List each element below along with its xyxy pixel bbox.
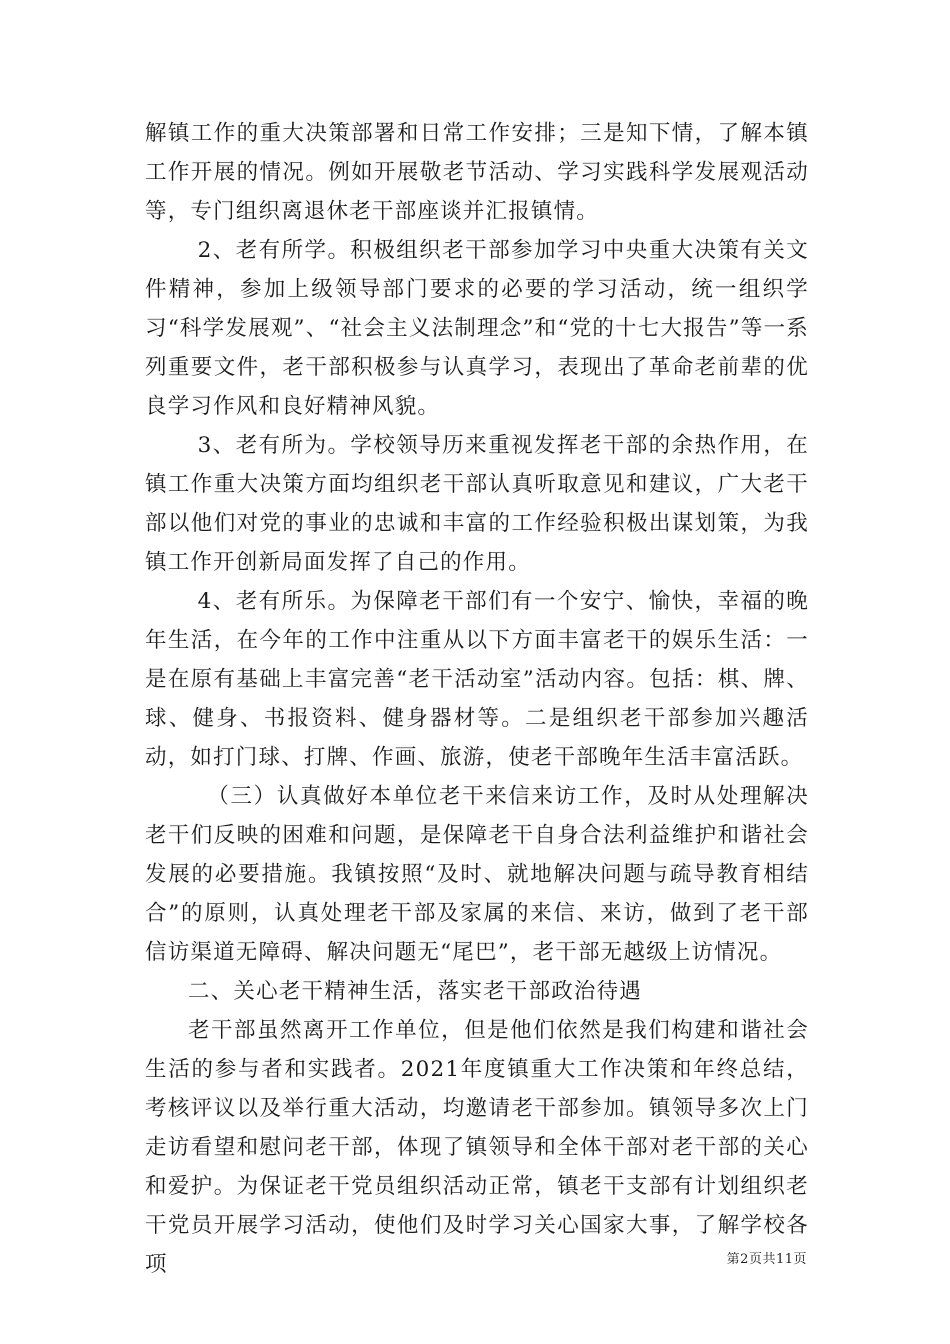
- paragraph-1: 解镇工作的重大决策部署和日常工作安排；三是知下情，了解本镇工作开展的情况。例如开展敬老节活动、学习实践科学发展观活动等，专门组织离退休老干部座谈并汇报镇情。: [145, 121, 809, 224]
- section-heading: 二、关心老干精神生活，落实老干部政治待遇: [188, 979, 643, 1004]
- document-body: [145, 114, 809, 1284]
- paragraph-5: （三）认真做好本单位老干来信来访工作，及时从处理解决老干们反映的困难和问题，是保障老干自身合法利益维护和谐社会发展的必要措施。我镇按照“及时、就地解决问题与疏导教育相结合”的原则，认真处理老干部及家属的来信、来访，做到了老干部信访渠道无障碍、解决问题无“尾巴”，老干部无越级上访情况。: [145, 784, 809, 965]
- page-number: 第2页共11页: [726, 1252, 807, 1267]
- paragraph-2: 2、老有所学。积极组织老干部参加学习中央重大决策有关文件精神，参加上级领导部门要求的必要的学习活动，统一组织学习“科学发展观”、“社会主义法制理念”和“党的十七大报告”等一系列重要文件，老干部积极参与认真学习，表现出了革命老前辈的优良学习作风和良好精神风貌。: [145, 238, 809, 419]
- paragraph-6: 老干部虽然离开工作单位，但是他们依然是我们构建和谐社会生活的参与者和实践者。2021年度镇重大工作决策和年终总结，考核评议以及举行重大活动，均邀请老干部参加。镇领导多次上门走访看望和慰问老干部，体现了镇领导和全体干部对老干部的关心和爱护。为保证老干党员组织活动正常，镇老干支部有计划组织老干党员开展学习活动，使他们及时学习关心国家大事，了解学校各项: [145, 1018, 809, 1277]
- paragraph-4: 4、老有所乐。为保障老干部们有一个安宁、愉快，幸福的晚年生活，在今年的工作中注重从以下方面丰富老干的娱乐生活：一是在原有基础上丰富完善“老干活动室”活动内容。包括：棋、牌、球、健身、书报资料、健身器材等。二是组织老干部参加兴趣活动，如打门球、打牌、作画、旅游，使老干部晚年生活丰富活跃。: [145, 589, 809, 770]
- paragraph-3: 3、老有所为。学校领导历来重视发挥老干部的余热作用，在镇工作重大决策方面均组织老干部认真听取意见和建议，广大老干部以他们对党的事业的忠诚和丰富的工作经验积极出谋划策，为我镇工作开创新局面发挥了自己的作用。: [145, 433, 809, 575]
